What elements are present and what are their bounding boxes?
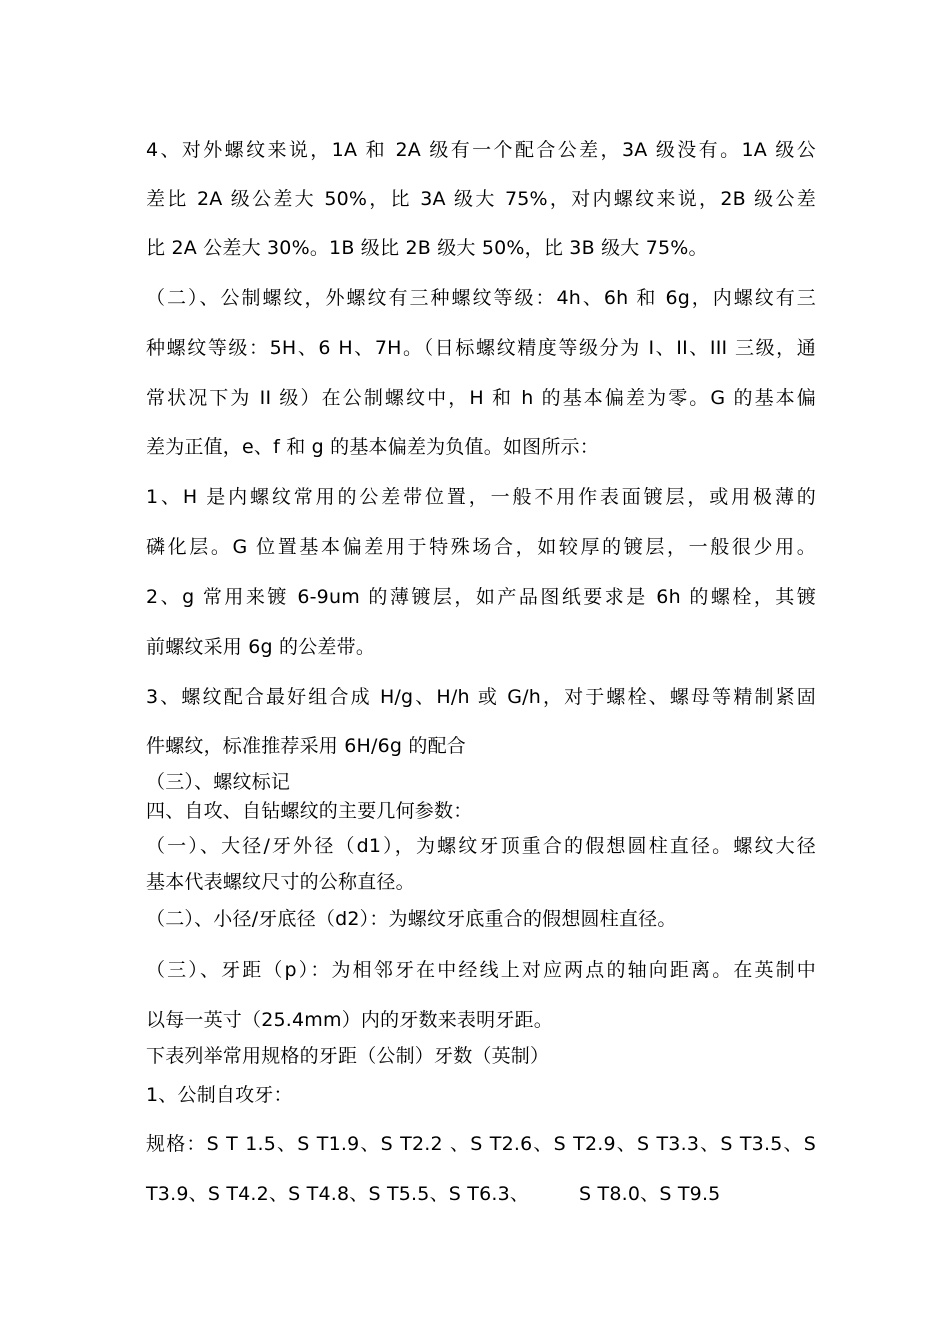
paragraph-line: 4、对外螺纹来说，1A 和 2A 级有一个配合公差，3A 级没有。1A 级公 xyxy=(146,139,816,161)
paragraph-line: 比 2A 公差大 30%。1B 级比 2B 级大 50%，比 3B 级大 75%。 xyxy=(146,237,708,259)
spec-line: 规格：S T 1.5、S T1.9、S T2.2 、S T2.6、S T2.9、S T3.3、S T3.5、S xyxy=(146,1133,816,1155)
paragraph-line: 3、螺纹配合最好组合成 H/g、H/h 或 G/h，对于螺栓、螺母等精制紧固 xyxy=(146,686,816,708)
paragraph-line: 2、g 常用来镀 6-9um 的薄镀层，如产品图纸要求是 6h 的螺栓，其镀 xyxy=(146,586,816,608)
spec-line: T3.9、S T4.2、S T4.8、S T5.5、S T6.3、 S T8.0、S T9.5 xyxy=(146,1183,721,1205)
paragraph-line: （二）、小径/牙底径（d2）：为螺纹牙底重合的假想圆柱直径。 xyxy=(146,908,677,930)
section-heading: 四、自攻、自钻螺纹的主要几何参数： xyxy=(146,800,473,822)
paragraph-line: （三）、牙距（p）：为相邻牙在中经线上对应两点的轴向距离。在英制中 xyxy=(146,959,816,981)
paragraph-line: 种螺纹等级：5H、6 H、7H。（日标螺纹精度等级分为 I、II、III 三级，通 xyxy=(146,337,816,359)
paragraph-line: （二）、公制螺纹，外螺纹有三种螺纹等级：4h、6h 和 6g，内螺纹有三 xyxy=(146,287,816,309)
paragraph-line: 常状况下为 II 级）在公制螺纹中，H 和 h 的基本偏差为零。G 的基本偏 xyxy=(146,387,816,409)
paragraph-line: 差为正值，e、f 和 g 的基本偏差为负值。如图所示： xyxy=(146,436,599,458)
paragraph-line: （一）、大径/牙外径（d1），为螺纹牙顶重合的假想圆柱直径。螺纹大径 xyxy=(146,835,816,857)
list-heading: 1、公制自攻牙： xyxy=(146,1084,293,1106)
paragraph-line: 下表列举常用规格的牙距（公制）牙数（英制） xyxy=(146,1045,550,1067)
paragraph-line: 1、H 是内螺纹常用的公差带位置，一般不用作表面镀层，或用极薄的 xyxy=(146,486,816,508)
paragraph-line: 基本代表螺纹尺寸的公称直径。 xyxy=(146,871,415,893)
paragraph-line: 磷化层。G 位置基本偏差用于特殊场合，如较厚的镀层，一般很少用。 xyxy=(146,536,816,558)
paragraph-line: 以每一英寸（25.4mm）内的牙数来表明牙距。 xyxy=(146,1009,553,1031)
paragraph-line: 差比 2A 级公差大 50%，比 3A 级大 75%，对内螺纹来说，2B 级公差 xyxy=(146,188,816,210)
paragraph-line: 前螺纹采用 6g 的公差带。 xyxy=(146,636,376,658)
paragraph-line: 件螺纹，标准推荐采用 6H/6g 的配合 xyxy=(146,735,467,757)
section-heading: （三）、螺纹标记 xyxy=(146,771,291,793)
